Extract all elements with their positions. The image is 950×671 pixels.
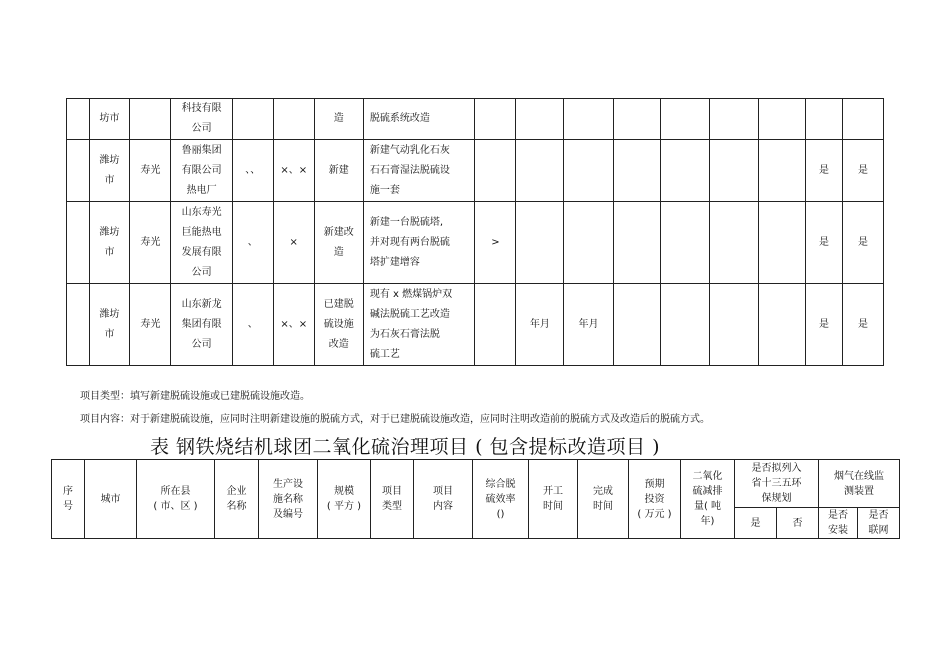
cell-empty — [67, 284, 90, 366]
cell-c13 — [709, 284, 758, 366]
cell-c5: × — [273, 202, 314, 284]
cell-city: 潍坊 市 — [89, 140, 130, 202]
cell-yes2 — [842, 99, 883, 140]
cell-empty — [758, 99, 805, 140]
cell-type: 新建 — [314, 140, 363, 202]
cell-county — [130, 99, 171, 140]
header-seq: 序 号 — [52, 460, 85, 539]
cell-c8 — [475, 284, 516, 366]
table-row — [67, 202, 884, 284]
cell-city: 潍坊 市 — [89, 202, 130, 284]
cell-yes1 — [806, 99, 843, 140]
cell-content: 脱硫系统改造 — [363, 99, 475, 140]
header-type: 项目 类型 — [371, 460, 414, 539]
header-facility: 生产设 施名称 及编号 — [259, 460, 318, 539]
cell-c4: 、 — [232, 202, 273, 284]
header-city: 城市 — [85, 460, 137, 539]
header-efficiency: 综合脱 硫效率 () — [473, 460, 529, 539]
header-monitor-group: 烟气在线监 测装置 — [819, 460, 900, 508]
cell-c5 — [273, 99, 314, 140]
cell-yes2: 是 — [842, 140, 883, 202]
top-data-table — [66, 98, 884, 366]
header-investment: 预期 投资 ( 万元 ) — [629, 460, 681, 539]
cell-content: 新建一台脱硫塔, 并对现有两台脱硫 塔扩建增容 — [363, 202, 475, 284]
cell-c12 — [660, 140, 709, 202]
cell-county: 寿光 — [130, 284, 171, 366]
cell-start — [516, 202, 564, 284]
cell-content: 新建气动乳化石灰 石石膏湿法脱硫设 施一套 — [363, 140, 475, 202]
cell-c4: 、、 — [232, 140, 273, 202]
cell-content: 现有 x 燃煤锅炉双 碱法脱硫工艺改造 为石灰石膏法脱 硫工艺 — [363, 284, 475, 366]
cell-start — [516, 99, 564, 140]
table-row — [67, 99, 884, 140]
header-plan-yes: 是 — [735, 508, 777, 539]
cell-company: 山东寿光 巨能热电 发展有限 公司 — [171, 202, 232, 284]
cell-c8 — [475, 140, 516, 202]
cell-c11 — [613, 140, 660, 202]
cell-empty — [67, 99, 90, 140]
header-plan-group: 是否拟列入 省十三五环 保规划 — [735, 460, 819, 508]
cell-type: 已建脱 硫设施 改造 — [314, 284, 363, 366]
cell-c5: ×、× — [273, 140, 314, 202]
cell-c5: ×、× — [273, 284, 314, 366]
cell-company: 鲁丽集团 有限公司 热电厂 — [171, 140, 232, 202]
cell-company: 科技有限 公司 — [171, 99, 232, 140]
cell-finish — [564, 140, 613, 202]
cell-type: 新建改 造 — [314, 202, 363, 284]
header-reduction: 二氧化 硫减排 量( 吨 年) — [681, 460, 735, 539]
cell-c4 — [232, 99, 273, 140]
cell-yes1: 是 — [806, 140, 843, 202]
cell-c13 — [709, 202, 758, 284]
cell-c8: > — [475, 202, 516, 284]
cell-c12 — [660, 202, 709, 284]
table-row — [67, 284, 884, 366]
header-plan-no: 否 — [777, 508, 819, 539]
cell-empty — [758, 202, 805, 284]
header-finish: 完成 时间 — [578, 460, 629, 539]
cell-type: 造 — [314, 99, 363, 140]
table-row — [67, 140, 884, 202]
header-networked: 是否 联网 — [858, 508, 900, 539]
cell-finish — [564, 202, 613, 284]
cell-empty — [67, 140, 90, 202]
cell-county: 寿光 — [130, 140, 171, 202]
note-project-type: 项目类型：填写新建脱硫设施或已建脱硫设施改造。 — [80, 391, 310, 402]
cell-c13 — [709, 140, 758, 202]
cell-yes2: 是 — [842, 202, 883, 284]
cell-empty — [758, 284, 805, 366]
cell-empty — [67, 202, 90, 284]
cell-yes1: 是 — [806, 202, 843, 284]
cell-c12 — [660, 99, 709, 140]
header-county: 所在县 ( 市、区 ) — [137, 460, 215, 539]
cell-start — [516, 140, 564, 202]
cell-c8 — [475, 99, 516, 140]
header-content: 项目 内容 — [414, 460, 473, 539]
cell-finish: 年月 — [564, 284, 613, 366]
cell-c12 — [660, 284, 709, 366]
cell-c11 — [613, 284, 660, 366]
cell-c11 — [613, 202, 660, 284]
cell-city: 潍坊 市 — [89, 284, 130, 366]
header-scale: 规模 ( 平方 ) — [318, 460, 371, 539]
cell-finish — [564, 99, 613, 140]
cell-yes1: 是 — [806, 284, 843, 366]
cell-start: 年月 — [516, 284, 564, 366]
cell-c11 — [613, 99, 660, 140]
header-installed: 是否 安装 — [819, 508, 858, 539]
header-start: 开工 时间 — [529, 460, 578, 539]
header-company: 企业 名称 — [215, 460, 259, 539]
cell-yes2: 是 — [842, 284, 883, 366]
cell-c4: 、 — [232, 284, 273, 366]
cell-c13 — [709, 99, 758, 140]
cell-county: 寿光 — [130, 202, 171, 284]
cell-city: 坊市 — [89, 99, 130, 140]
cell-company: 山东新龙 集团有限 公司 — [171, 284, 232, 366]
note-project-content: 项目内容：对于新建脱硫设施，应同时注明新建设施的脱硫方式，对于已建脱硫设施改造，应同时注明改造前的脱硫方式及改造后的脱硫方式。 — [80, 414, 710, 425]
sulfur-project-header-table — [51, 459, 900, 539]
cell-empty — [758, 140, 805, 202]
table-title: 表 钢铁烧结机球团二氧化硫治理项目 ( 包含提标改造项目 ) — [150, 436, 660, 458]
